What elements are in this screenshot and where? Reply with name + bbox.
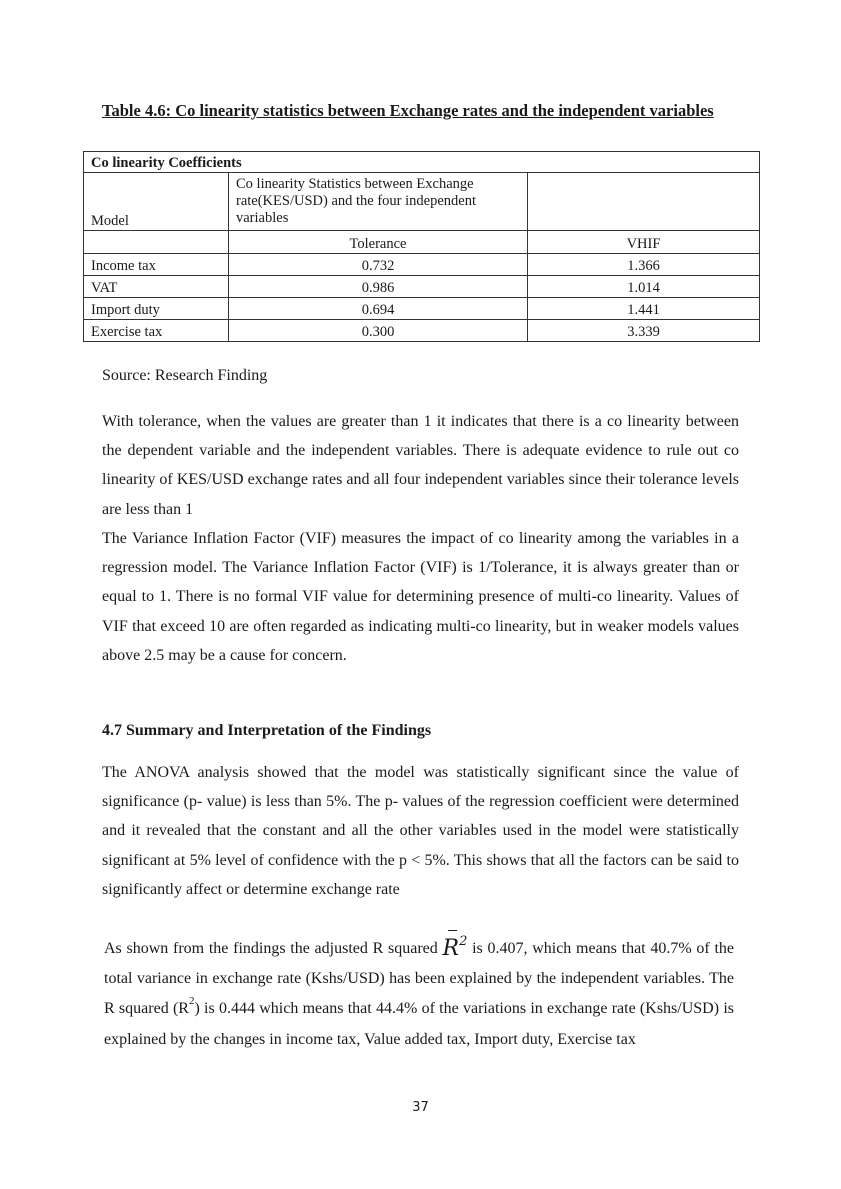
- collinearity-table: [83, 151, 760, 342]
- row-vif: 1.014: [528, 276, 760, 298]
- table-row: [84, 276, 760, 298]
- paragraph-r-squared: [104, 934, 734, 1055]
- row-tolerance: 0.732: [229, 254, 528, 276]
- row-model: Import duty: [84, 298, 229, 320]
- r-squared-text-3: ) is 0.444 which means that 44.4% of the variations in exchange rate (Kshs/USD) is explained by the changes in income tax, Value added tax, Import duty, Exercise tax: [104, 1000, 734, 1048]
- row-model: Exercise tax: [84, 320, 229, 342]
- row-model: Income tax: [84, 254, 229, 276]
- tolerance-header: Tolerance: [229, 231, 528, 254]
- page-number: 37: [412, 1100, 429, 1115]
- empty-header-cell: [528, 173, 760, 231]
- r-symbol: R: [442, 936, 460, 961]
- source-note: Source: Research Finding: [102, 367, 268, 384]
- row-vif: 1.366: [528, 254, 760, 276]
- squared-superscript: 2: [188, 995, 195, 1007]
- empty-subheader-cell: [84, 231, 229, 254]
- vif-header: VHIF: [528, 231, 760, 254]
- adjusted-r-squared-symbol: [442, 934, 468, 961]
- r-symbol-exponent: 2: [459, 934, 468, 949]
- table-row: [84, 320, 760, 342]
- paragraph-anova: The ANOVA analysis showed that the model was statistically significant since the value of significance (p- value) is less than 5%. The p- values of the regression coefficient were determined and it revealed that the constant and all the other variables used in the model were statistically significant at 5% level of confidence with the p < 5%. This shows that all the factors can be said to significantly affect or determine exchange rate: [102, 764, 739, 898]
- table-caption: Table 4.6: Co linearity statistics between Exchange rates and the independent variables: [102, 101, 714, 120]
- paragraph-vif: The Variance Inflation Factor (VIF) measures the impact of co linearity among the variables in a regression model. The Variance Inflation Factor (VIF) is 1/Tolerance, it is always greater than or equal to 1. There is no formal VIF value for determining presence of multi-co linearity. Values of VIF that exceed 10 are often regarded as indicating multi-co linearity, but in weaker models values above 2.5 may be a cause for concern.: [102, 530, 739, 664]
- table-title: Co linearity Coefficients: [84, 152, 760, 173]
- model-header: Model: [84, 173, 229, 231]
- r-squared-text-1: As shown from the findings the adjusted R squared: [104, 940, 443, 957]
- row-tolerance: 0.986: [229, 276, 528, 298]
- row-vif: 1.441: [528, 298, 760, 320]
- table-row: [84, 298, 760, 320]
- row-tolerance: 0.694: [229, 298, 528, 320]
- row-vif: 3.339: [528, 320, 760, 342]
- row-tolerance: 0.300: [229, 320, 528, 342]
- stats-description-header: Co linearity Statistics between Exchange rate(KES/USD) and the four independent variables: [229, 173, 528, 231]
- section-heading: 4.7 Summary and Interpretation of the Findings: [102, 722, 432, 739]
- r-squared-text-2: is 0.407, which means that 40.7% of the total variance in exchange rate (Kshs/USD) has been explained by the independent variables. The R squared (R: [104, 940, 735, 1017]
- row-model: VAT: [84, 276, 229, 298]
- table-row: [84, 254, 760, 276]
- paragraph-tolerance: With tolerance, when the values are greater than 1 it indicates that there is a co linearity between the dependent variable and the independent variables. There is adequate evidence to rule out co linearity of KES/USD exchange rates and all four independent variables since their tolerance levels are less than 1: [102, 413, 739, 518]
